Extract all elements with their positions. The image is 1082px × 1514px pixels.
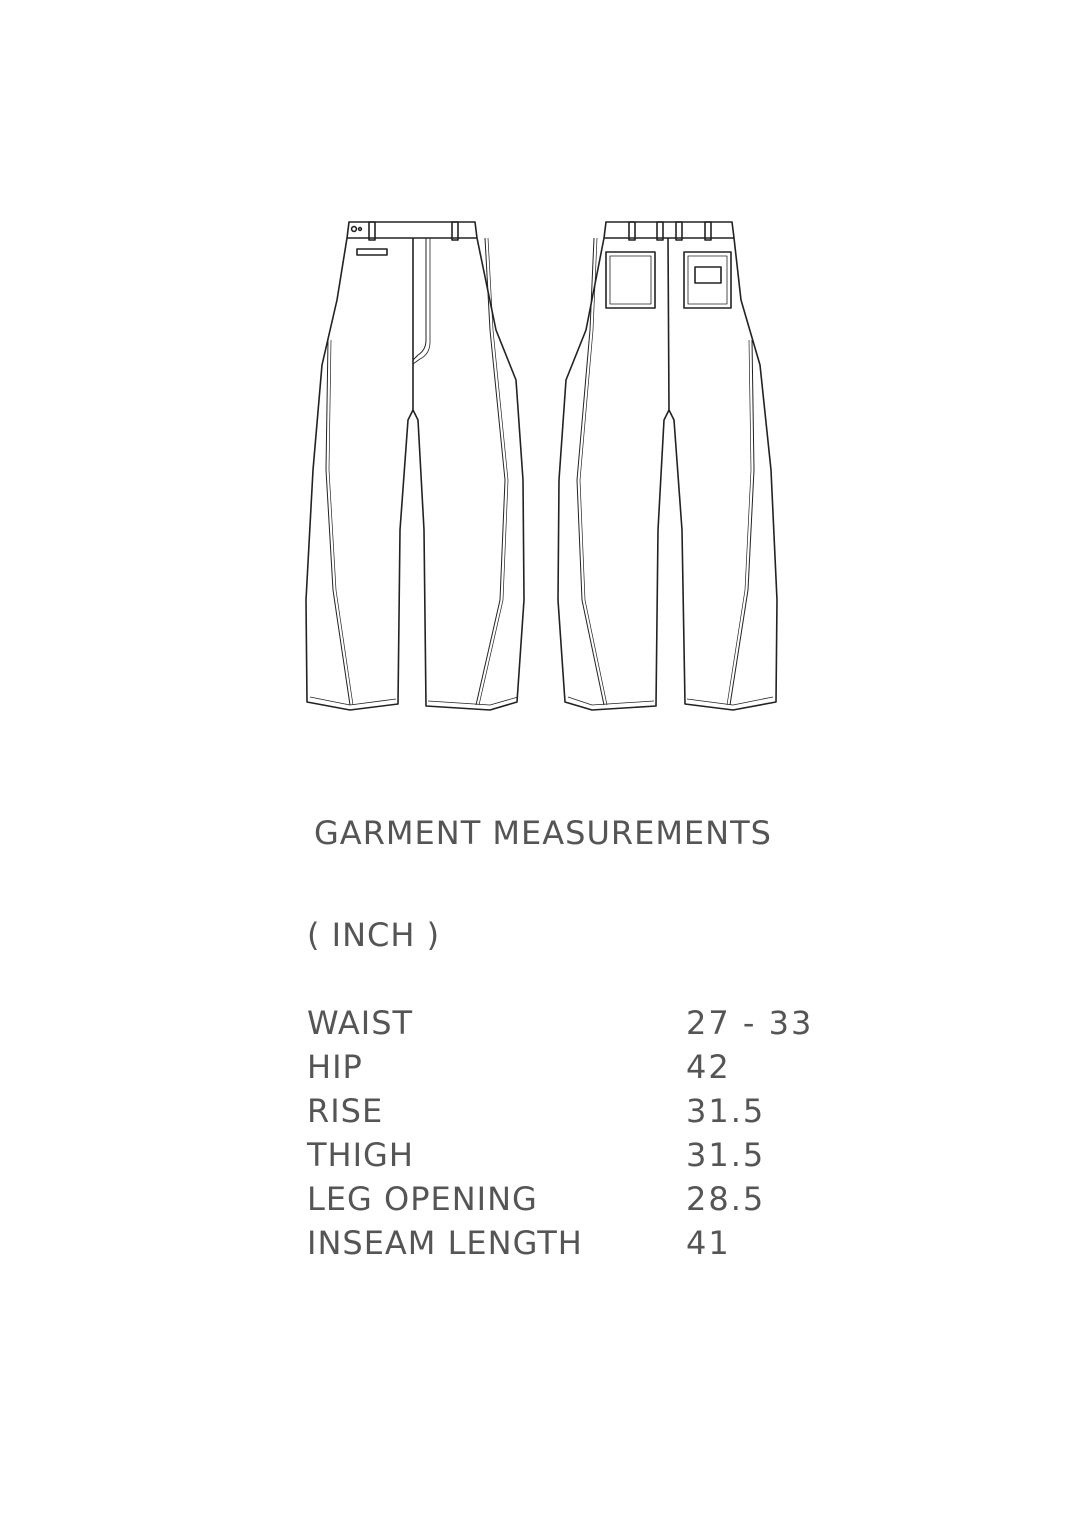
measurement-label: LEG OPENING	[307, 1180, 538, 1218]
measurement-row	[307, 1092, 867, 1136]
measurement-row	[307, 1136, 867, 1180]
measurement-value: 31.5	[686, 1092, 766, 1130]
measurement-label: RISE	[307, 1092, 384, 1130]
measurement-value: 28.5	[686, 1180, 766, 1218]
unit-label: ( INCH )	[307, 916, 441, 954]
measurement-value: 27 - 33	[686, 1004, 814, 1042]
measurement-value: 42	[686, 1048, 731, 1086]
measurement-row	[307, 1048, 867, 1092]
measurement-label: INSEAM LENGTH	[307, 1224, 583, 1262]
measurement-row	[307, 1224, 867, 1268]
measurement-value: 31.5	[686, 1136, 766, 1174]
pants-back-flat	[558, 222, 777, 710]
measurement-row	[307, 1180, 867, 1224]
pants-front-flat	[306, 222, 524, 710]
measurement-row	[307, 1004, 867, 1048]
measurement-value: 41	[686, 1224, 731, 1262]
measurement-label: THIGH	[307, 1136, 414, 1174]
measurement-label: WAIST	[307, 1004, 414, 1042]
page-title: GARMENT MEASUREMENTS	[314, 814, 772, 852]
measurements-table	[307, 1004, 867, 1268]
measurement-label: HIP	[307, 1048, 363, 1086]
